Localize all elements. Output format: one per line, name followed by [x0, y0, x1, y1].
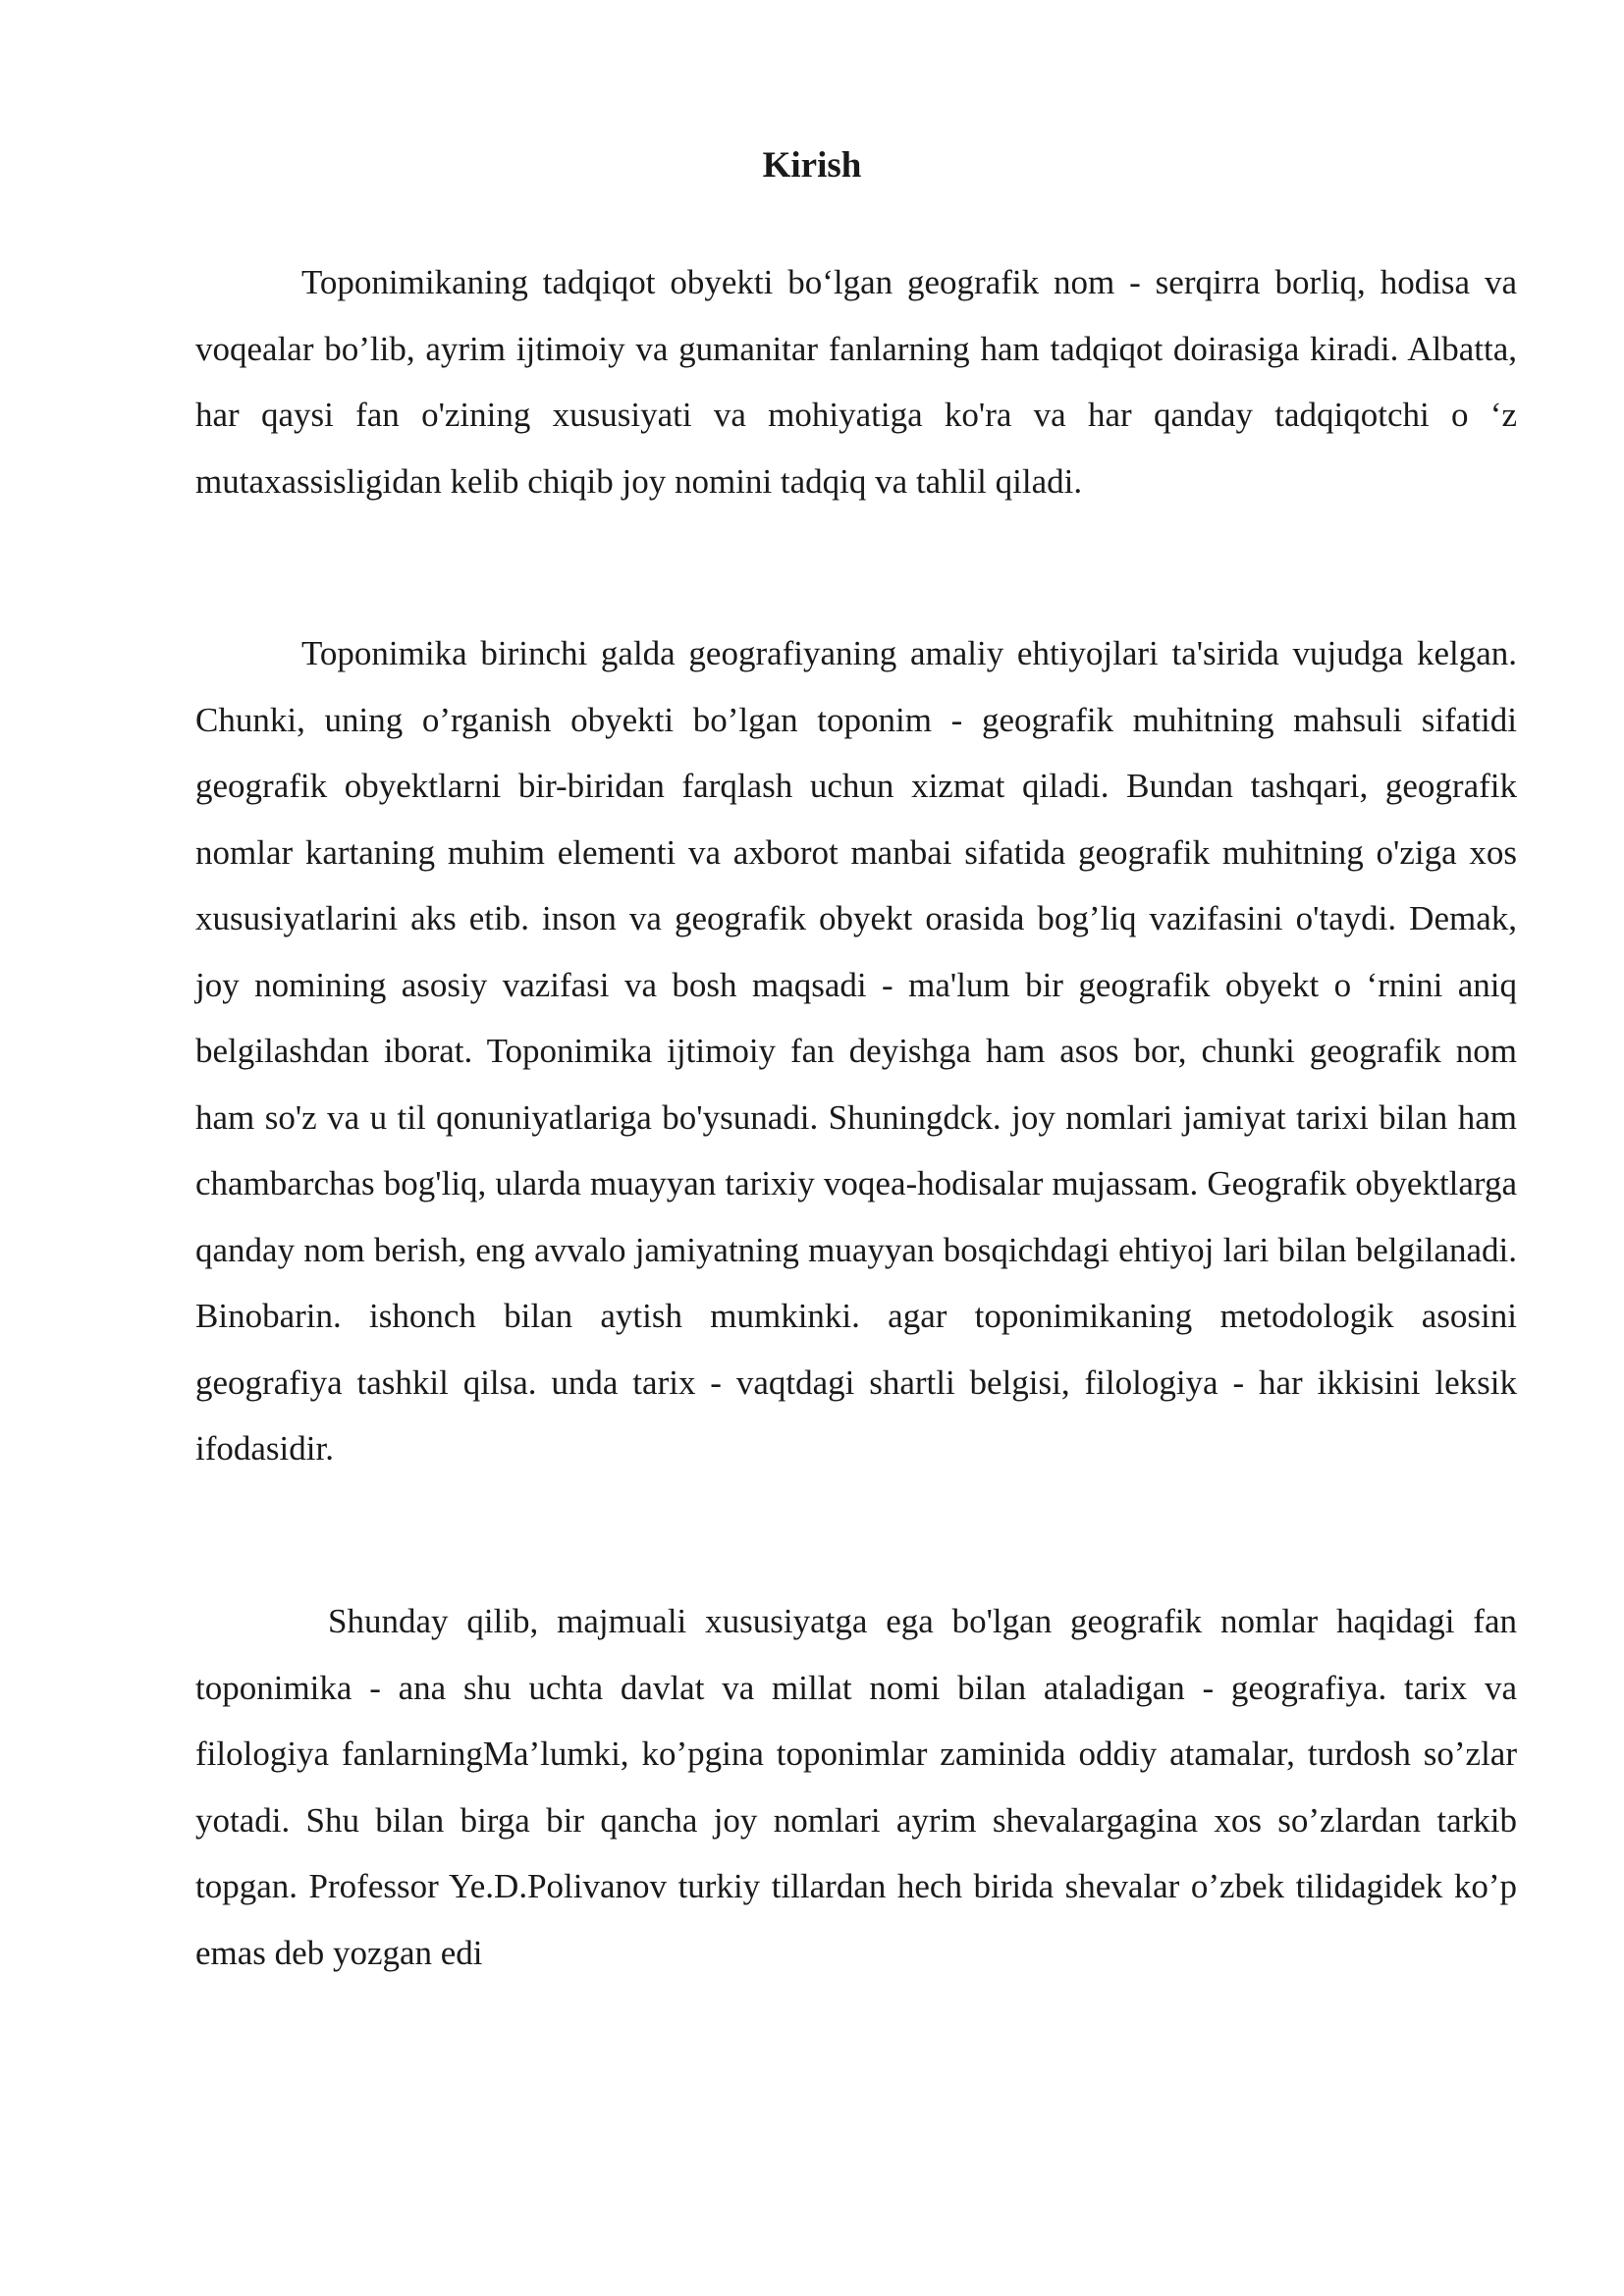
paragraph-2: Toponimika birinchi galda geografiyaning amaliy ehtiyojlari ta'sirida vujudga kelgan. Chunki, uning o’rganish obyekti bo’lgan toponim - geografik muhitning mahsuli sifatidi geografik obyektlarni bir-biridan farqlash uchun xizmat qiladi. Bundan tashqari, geografik nomlar kartaning muhim elementi va axborot manbai sifatida geografik muhitning o'ziga xos xususiyatlarini aks etib. inson va geografik obyekt orasida bog’liq vazifasini o'taydi. Demak, joy nomining asosiy vazifasi va bosh maqsadi - ma'lum bir geografik obyekt o ‘rnini aniq belgilashdan iborat. Toponimika ijtimoiy fan deyishga ham asos bor, chunki geografik nom ham so'z va u til qonuniyatlariga bo'ysunadi. Shuningdck. joy nomlari jamiyat tarixi bilan ham chambarchas bog'liq, ularda muayyan tarixiy voqea-hodisalar mujassam. Geografik obyektlarga qanday nom berish, eng avvalo jamiyatning muayyan bosqichdagi ehtiyoj lari bilan belgilanadi. Binobarin. ishonch bilan aytish mumkinki. agar toponimikaning metodologik asosini geografiya tashkil qilsa. unda tarix - vaqtdagi shartli belgisi, filologiya - har ikkisini leksik ifodasidir. [195, 634, 1517, 1468]
page-title: Kirish [762, 145, 862, 186]
paragraph-1: Toponimikaning tadqiqot obyekti bo‘lgan geografik nom - serqirra borliq, hodisa va voqealar bo’lib, ayrim ijtimoiy va gumanitar fanlarning ham tadqiqot doirasiga kiradi. Albatta, har qaysi fan o'zining xususiyati va mohiyatiga ko'ra va har qanday tadqiqotchi o ‘z mutaxassisligidan kelib chiqib joy nomini tadqiq va tahlil qiladi. [195, 263, 1517, 501]
paragraph-3: Shunday qilib, majmuali xususiyatga ega bo'lgan geografik nomlar haqidagi fan toponimika - ana shu uchta davlat va millat nomi bilan ataladigan - geografiya. tarix va filologiya fanlarningMa’lumki, ko’pgina toponimlar zaminida oddiy atamalar, turdosh so’zlar yotadi. Shu bilan birga bir qancha joy nomlari ayrim shevalargagina xos so’zlardan tarkib topgan. Professor Ye.D.Polivanov turkiy tillardan hech birida shevalar o’zbek tilidagidek ko’p emas deb yozgan edi [195, 1602, 1517, 1972]
